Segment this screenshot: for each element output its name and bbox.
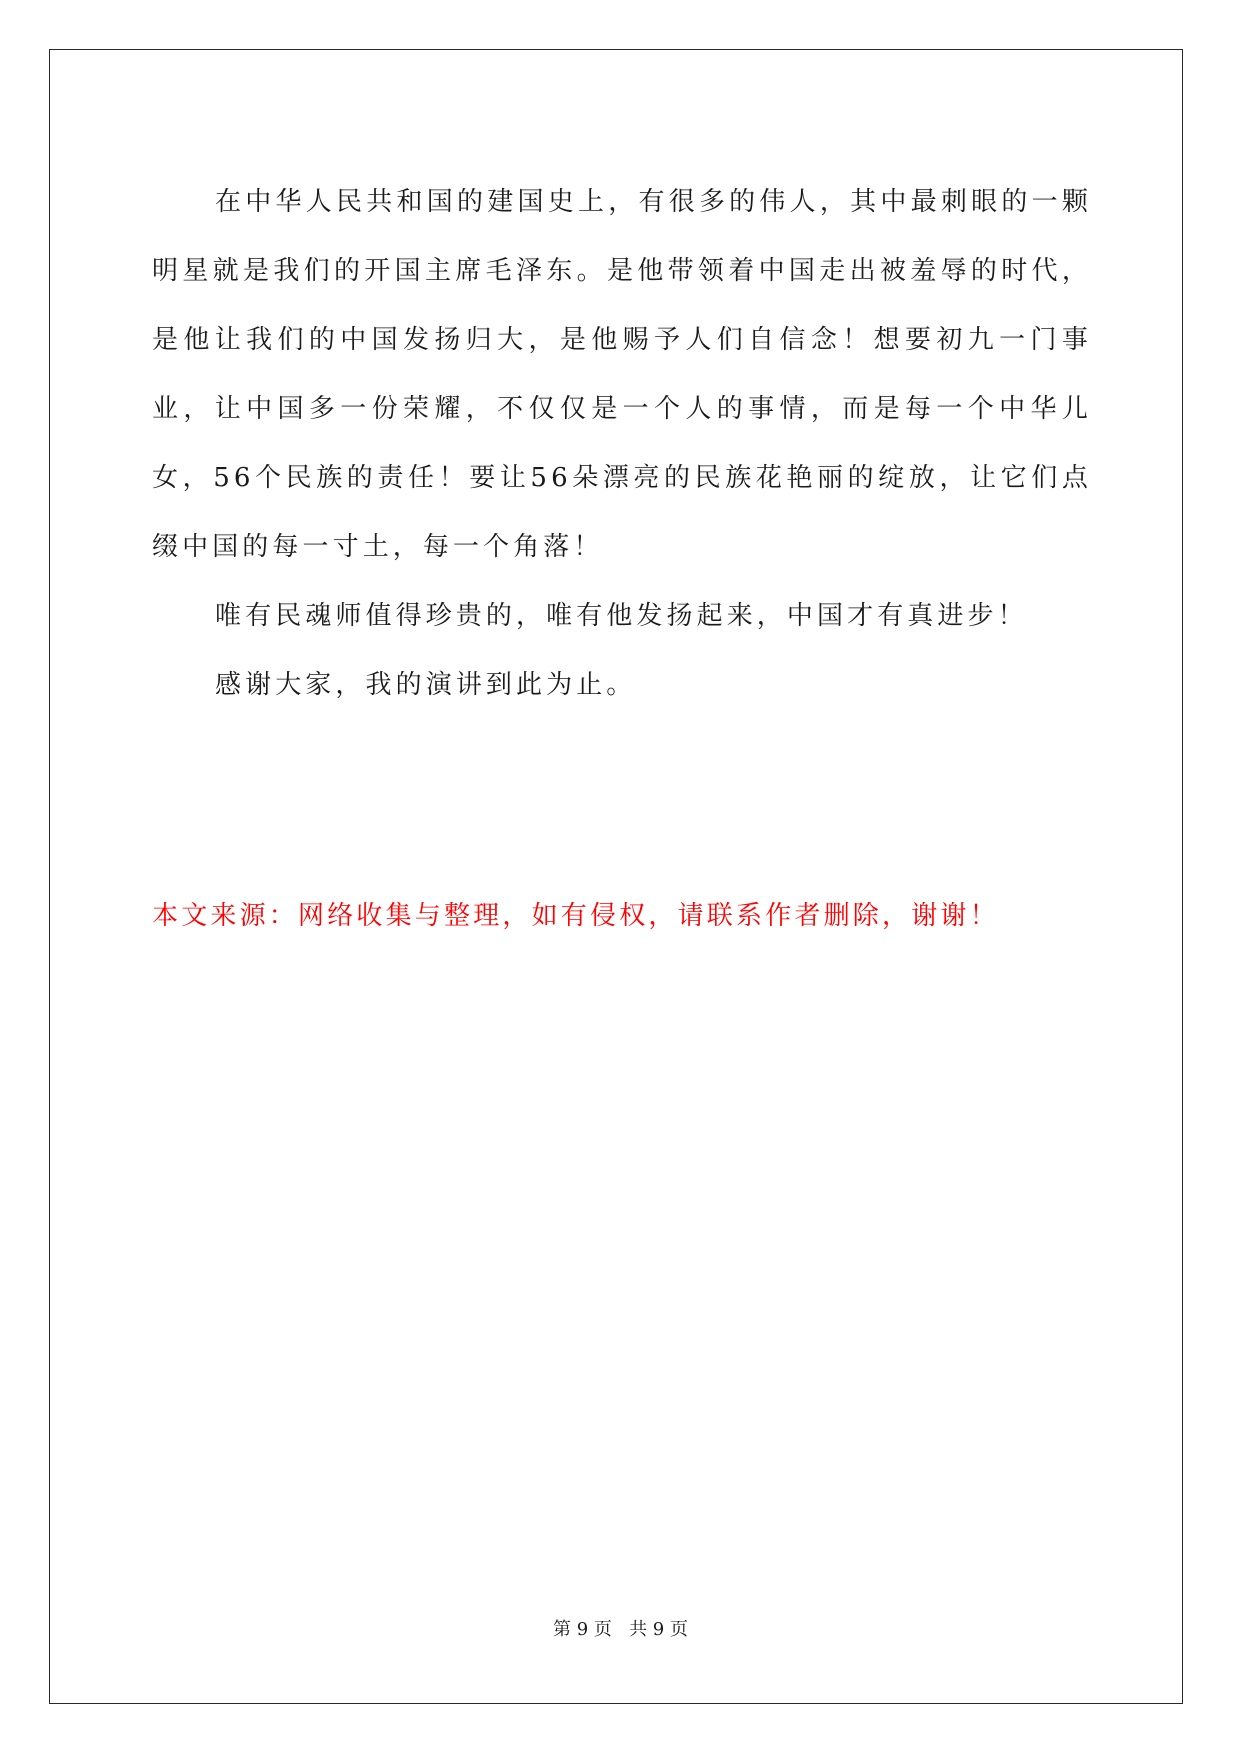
paragraph-2: 唯有民魂师值得珍贵的，唯有他发扬起来，中国才有真进步！ xyxy=(215,601,1028,631)
page-total: 共 9 页 xyxy=(629,1619,688,1640)
paragraph-3: 感谢大家，我的演讲到此为止。 xyxy=(215,670,637,700)
page-footer xyxy=(0,1618,1241,1642)
document-body xyxy=(152,168,1092,720)
paragraph-1: 在中华人民共和国的建国史上，有很多的伟人，其中最刺眼的一颗明星就是我们的开国主席毛泽东。是他带领着中国走出被羞辱的时代，是他让我们的中国发扬归大，是他赐予人们自信念！想要初九一门事业，让中国多一份荣耀，不仅仅是一个人的事情，而是每一个中华儿女，56个民族的责任！要让56朵漂亮的民族花艳丽的绽放，让它们点缀中国的每一寸土，每一个角落！ xyxy=(152,187,1092,562)
page-number: 第 9 页 xyxy=(553,1619,612,1640)
source-note: 本文来源：网络收集与整理，如有侵权，请联系作者删除，谢谢！ xyxy=(152,901,999,931)
